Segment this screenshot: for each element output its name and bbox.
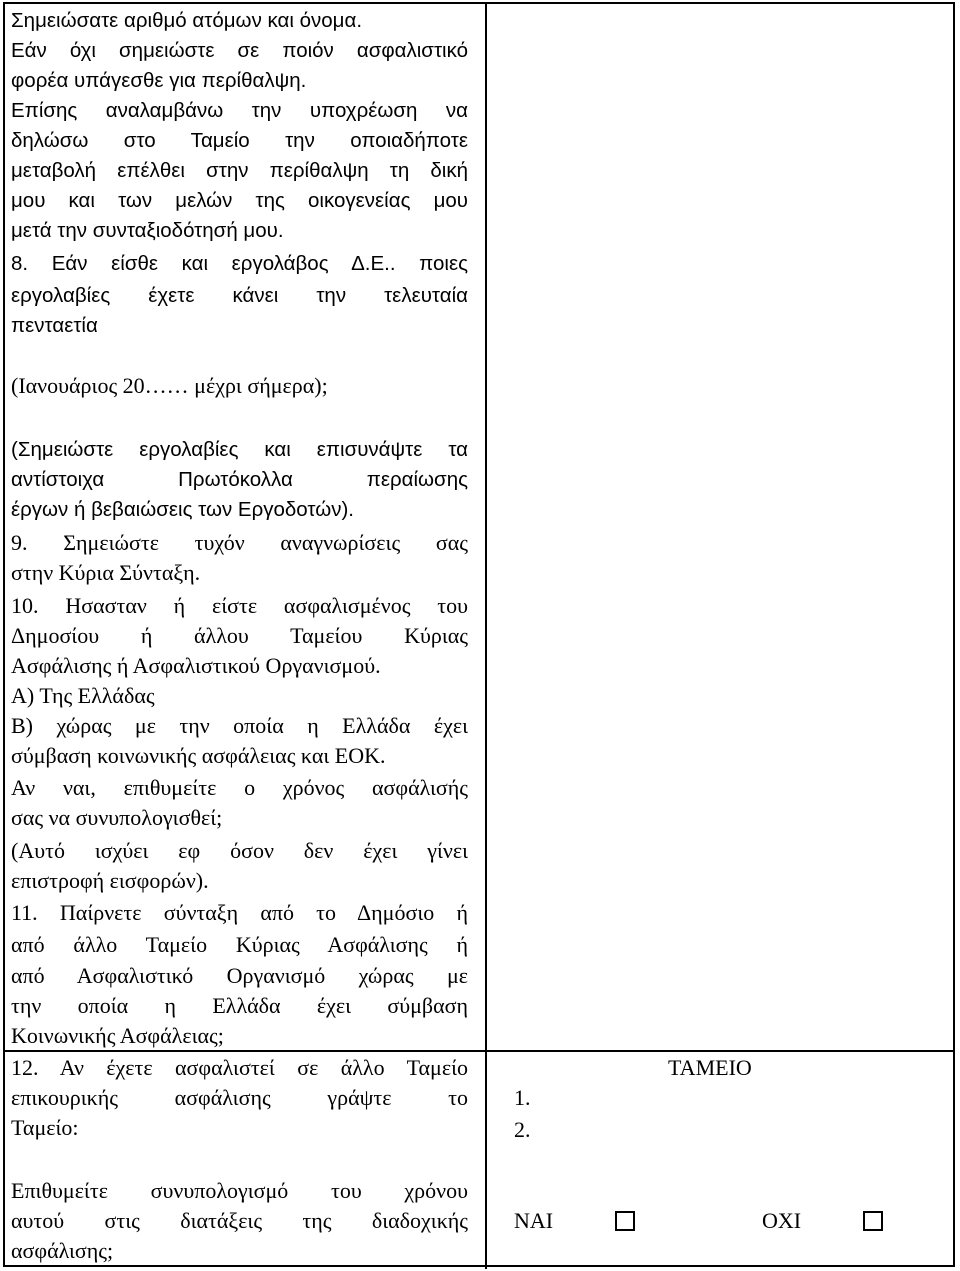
- question-text-line: Επιθυμείτε συνυπολογισμό του χρόνου: [11, 1178, 468, 1203]
- question-text-line: Α) Της Ελλάδας: [11, 683, 155, 708]
- question-text-line: 12. Αν έχετε ασφαλιστεί σε άλλο Ταμείο: [11, 1055, 468, 1080]
- question-text-line: σας να συνυπολογισθεί;: [11, 805, 223, 830]
- question-text-line: μετά την συνταξιοδότησή μου.: [11, 219, 284, 242]
- question-text-line: Ασφάλισης ή Ασφαλιστικού Οργανισμού.: [11, 653, 381, 678]
- question-text-line: Δημοσίου ή άλλου Ταμείου Κύριας: [11, 623, 468, 648]
- row-divider: [5, 1050, 953, 1052]
- question-text-line: δηλώσω στο Ταμείο την οποιαδήποτε: [11, 129, 468, 152]
- question-text-line: Εάν όχι σημειώστε σε ποιόν ασφαλιστικό: [11, 39, 468, 62]
- question-text-line: (Αυτό ισχύει εφ όσον δεν έχει γίνει: [11, 838, 468, 863]
- question-text-line: Ταμείο:: [11, 1115, 79, 1140]
- question-text-line: μεταβολή επέλθει στην περίθαλψη τη δική: [11, 159, 468, 182]
- question-text-line: (Ιανουάριος 20…… μέχρι σήμερα);: [11, 373, 328, 398]
- question-text-line: αντίστοιχα Πρωτόκολλα περαίωσης: [11, 468, 468, 491]
- question-text-line: αυτού στις διατάξεις της διαδοχικής: [11, 1208, 468, 1233]
- question-text-line: έργων ή βεβαιώσεις των Εργοδοτών).: [11, 498, 355, 521]
- question-text-line: 11. Παίρνετε σύνταξη από το Δημόσιο ή: [11, 900, 468, 925]
- question-text-line: Σημειώσατε αριθμό ατόμων και όνομα.: [11, 9, 363, 32]
- fund-entry-1: 1.: [514, 1085, 531, 1110]
- question-text-line: από Ασφαλιστικό Οργανισμό χώρας με: [11, 963, 468, 988]
- question-text-line: Κοινωνικής Ασφάλειας;: [11, 1023, 224, 1048]
- question-text-line: πενταετία: [11, 314, 98, 337]
- question-text-line: επιστροφή εισφορών).: [11, 868, 209, 893]
- no-label: ΟΧΙ: [762, 1208, 802, 1233]
- question-text-line: Αν ναι, επιθυμείτε ο χρόνος ασφάλισής: [11, 775, 468, 800]
- question-text-line: (Σημειώστε εργολαβίες και επισυνάψτε τα: [11, 438, 468, 461]
- yes-label: ΝΑΙ: [514, 1208, 554, 1233]
- question-text-line: την οποία η Ελλάδα έχει σύμβαση: [11, 993, 468, 1018]
- question-text-line: ασφάλισης;: [11, 1238, 114, 1263]
- question-text-line: μου και των μελών της οικογενείας μου: [11, 189, 468, 212]
- tameio-header: ΤΑΜΕΙΟ: [668, 1055, 752, 1080]
- question-text-line: 9. Σημειώστε τυχόν αναγνωρίσεις σας: [11, 530, 468, 555]
- fund-entry-2: 2.: [514, 1117, 531, 1142]
- yes-checkbox[interactable]: [615, 1211, 635, 1231]
- question-text-line: επικουρικής ασφάλισης γράψτε το: [11, 1085, 468, 1110]
- question-text-line: 10. Ησασταν ή είστε ασφαλισμένος του: [11, 593, 468, 618]
- question-text-line: από άλλο Ταμείο Κύριας Ασφάλισης ή: [11, 932, 468, 957]
- question-text-line: στην Κύρια Σύνταξη.: [11, 560, 201, 585]
- question-text-line: Επίσης αναλαμβάνω την υποχρέωση να: [11, 99, 468, 122]
- question-text-line: εργολαβίες έχετε κάνει την τελευταία: [11, 284, 468, 307]
- question-text-line: 8. Εάν είσθε και εργολάβος Δ.Ε.. ποιες: [11, 252, 468, 275]
- question-text-line: Β) χώρας με την οποία η Ελλάδα έχει: [11, 713, 468, 738]
- no-checkbox[interactable]: [863, 1211, 883, 1231]
- question-text-line: σύμβαση κοινωνικής ασφάλειας και ΕΟΚ.: [11, 743, 386, 768]
- question-text-line: φορέα υπάγεσθε για περίθαλψη.: [11, 69, 307, 92]
- column-divider: [485, 4, 487, 1269]
